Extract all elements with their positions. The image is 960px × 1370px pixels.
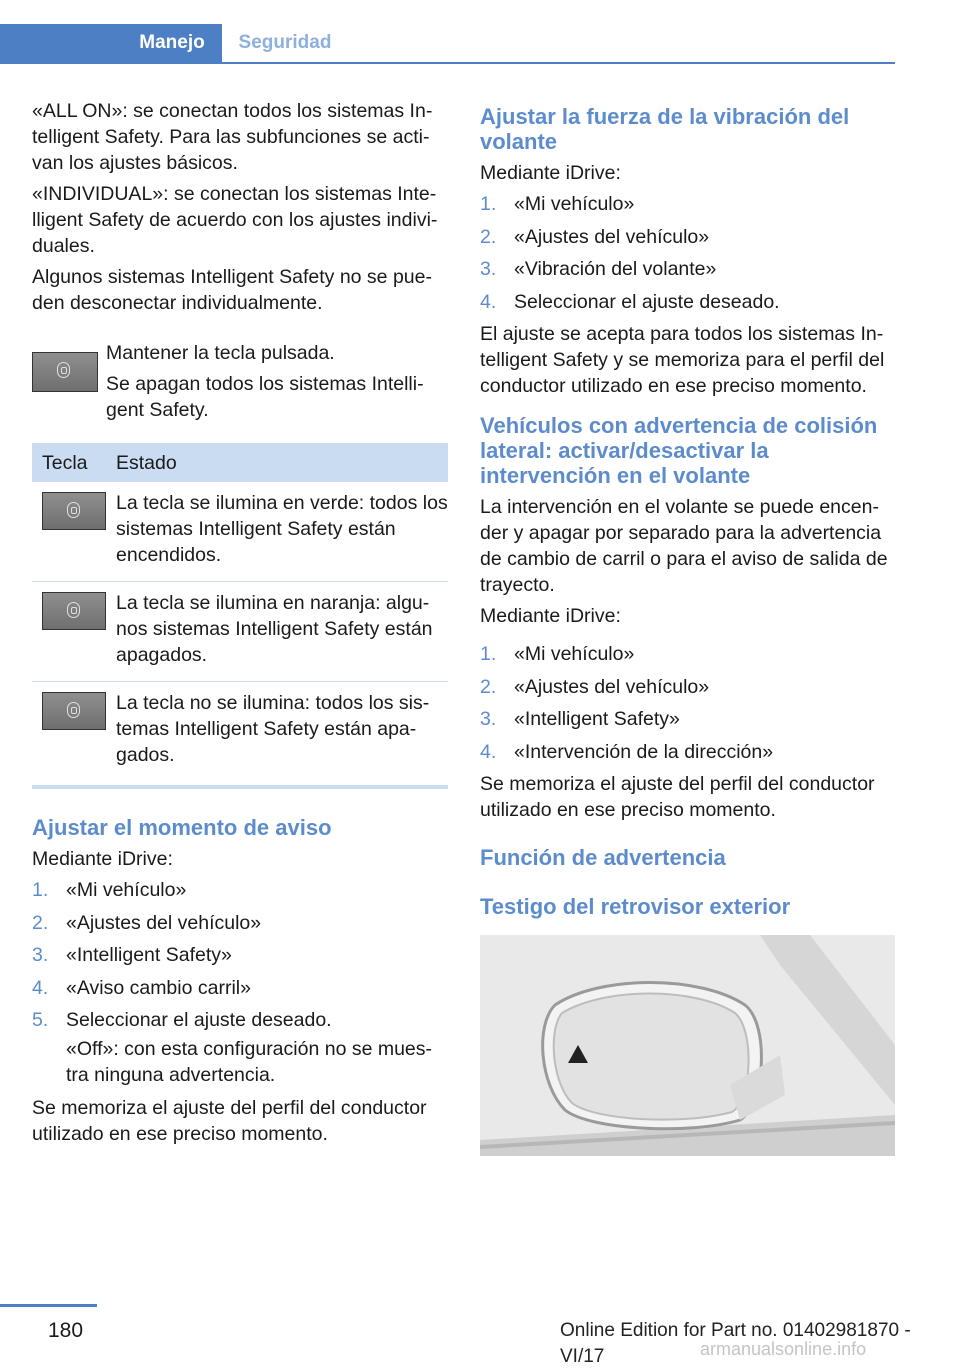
header-color-strip — [0, 24, 122, 62]
edition-text: Online Edition for Part no. 01402981870 - VI/17 — [560, 1320, 911, 1367]
heading-vibracion: Ajustar la fuerza de la vibración del volante — [480, 104, 850, 154]
paragraph-memoriza: Se memoriza el ajuste del perfil del conductor utilizado en ese preciso momento. — [480, 773, 875, 821]
side-mirror-drawing — [480, 935, 895, 1156]
idrive-label: Mediante iDrive: — [480, 605, 621, 627]
list-item: 2. «Ajustes del vehículo» — [480, 225, 710, 248]
header-tabbar — [0, 24, 895, 64]
list-item: 2. «Ajustes del vehículo» — [32, 911, 262, 934]
left-column — [32, 98, 448, 1152]
list-item: 1. «Mi vehículo» — [480, 643, 635, 665]
button-state-table — [32, 443, 448, 781]
heading-colision-lateral: Vehículos con advertencia de colisión lateral: activar/desactivar la intervención en el volante — [480, 413, 878, 488]
table-row — [32, 682, 448, 782]
list-item: 4. «Aviso cambio carril» — [32, 976, 251, 999]
table-bottom-rule — [32, 785, 448, 789]
paragraph-intervencion: La intervención en el volante se puede encender y apagar por separado para la advertencia de cambio de carril o para el aviso de salida de trayecto. — [480, 496, 888, 596]
table-row — [32, 482, 448, 582]
steps-vibracion — [480, 191, 892, 315]
table-cell-estado: La tecla no se ilumina: todos los sistemas Intelligent Safety están apagados. — [116, 692, 430, 766]
list-item: 3. «Vibración del volante» — [480, 258, 717, 280]
heading-testigo-retrovisor: Testigo del retrovisor exterior — [480, 894, 791, 919]
table-header-row — [32, 443, 448, 482]
table-row — [32, 582, 448, 682]
list-item: 3. «Intelligent Safety» — [32, 944, 232, 966]
tab-seguridad[interactable]: Seguridad — [238, 32, 332, 53]
list-item: 1. «Mi vehículo» — [480, 193, 635, 215]
list-item: 1. «Mi vehículo» — [32, 879, 187, 901]
hold-result: Se apagan todos los sistemas Intelligent Safety. — [106, 373, 424, 421]
button-off-icon — [42, 692, 106, 730]
footer-rule — [0, 1304, 97, 1307]
idrive-label: Mediante iDrive: — [32, 848, 173, 870]
paragraph-all-on: «ALL ON»: se conectan todos los sistemas Intelligent Safety. Para las subfunciones se activan los ajustes básicos. — [32, 100, 433, 174]
heading-funcion-advertencia: Función de advertencia — [480, 845, 726, 870]
tab-manejo[interactable]: Manejo — [122, 24, 222, 62]
steps-intervencion — [480, 641, 892, 765]
steps-aviso — [32, 877, 448, 1088]
mirror-illustration — [480, 935, 895, 1156]
idrive-label: Mediante iDrive: — [480, 162, 621, 184]
paragraph-memoriza: Se memoriza el ajuste del perfil del conductor utilizado en ese preciso momento. — [32, 1096, 427, 1145]
paragraph-no-desconectar: Algunos sistemas Intelligent Safety no se pueden desconectar individualmente. — [32, 266, 432, 314]
table-cell-estado: La tecla se ilumina en verde: todos los sistemas Intelligent Safety están encendidos. — [106, 482, 448, 582]
hold-instruction: Mantener la tecla pulsada. — [106, 342, 335, 364]
table-header-estado: Estado — [106, 443, 448, 482]
list-item: 2. «Ajustes del vehículo» — [480, 675, 710, 698]
step-note-off: «Off»: con esta configuración no se muestra ninguna advertencia. — [66, 1038, 433, 1086]
button-green-icon — [42, 492, 106, 530]
list-item: 4. «Intervención de la dirección» — [480, 740, 774, 763]
paragraph-individual: «INDIVIDUAL»: se conectan los sistemas Intelligent Safety de acuerdo con los ajustes individuales. — [32, 183, 438, 257]
page-number: 180 — [48, 1319, 84, 1342]
hold-button-block — [32, 340, 448, 423]
right-column — [480, 98, 892, 1156]
paragraph-vibracion: El ajuste se acepta para todos los sistemas Intelligent Safety y se memoriza para el perfil del conductor utilizado en ese preciso momento. — [480, 323, 885, 397]
watermark: armanualsonline.info — [700, 1339, 867, 1359]
list-item: 3. «Intelligent Safety» — [480, 708, 680, 730]
table-header-tecla: Tecla — [32, 443, 106, 482]
heading-momento-aviso: Ajustar el momento de aviso — [32, 815, 332, 840]
intelligent-safety-button-icon — [32, 352, 98, 392]
list-item: 5. Seleccionar el ajuste deseado. «Off»: con esta configuración no se muestra ninguna advertencia. — [32, 1007, 448, 1088]
button-orange-icon — [42, 592, 106, 630]
table-cell-estado: La tecla se ilumina en naranja: algunos sistemas Intelligent Safety están apagados. — [106, 582, 448, 682]
list-item: 4. Seleccionar el ajuste deseado. — [480, 290, 780, 313]
